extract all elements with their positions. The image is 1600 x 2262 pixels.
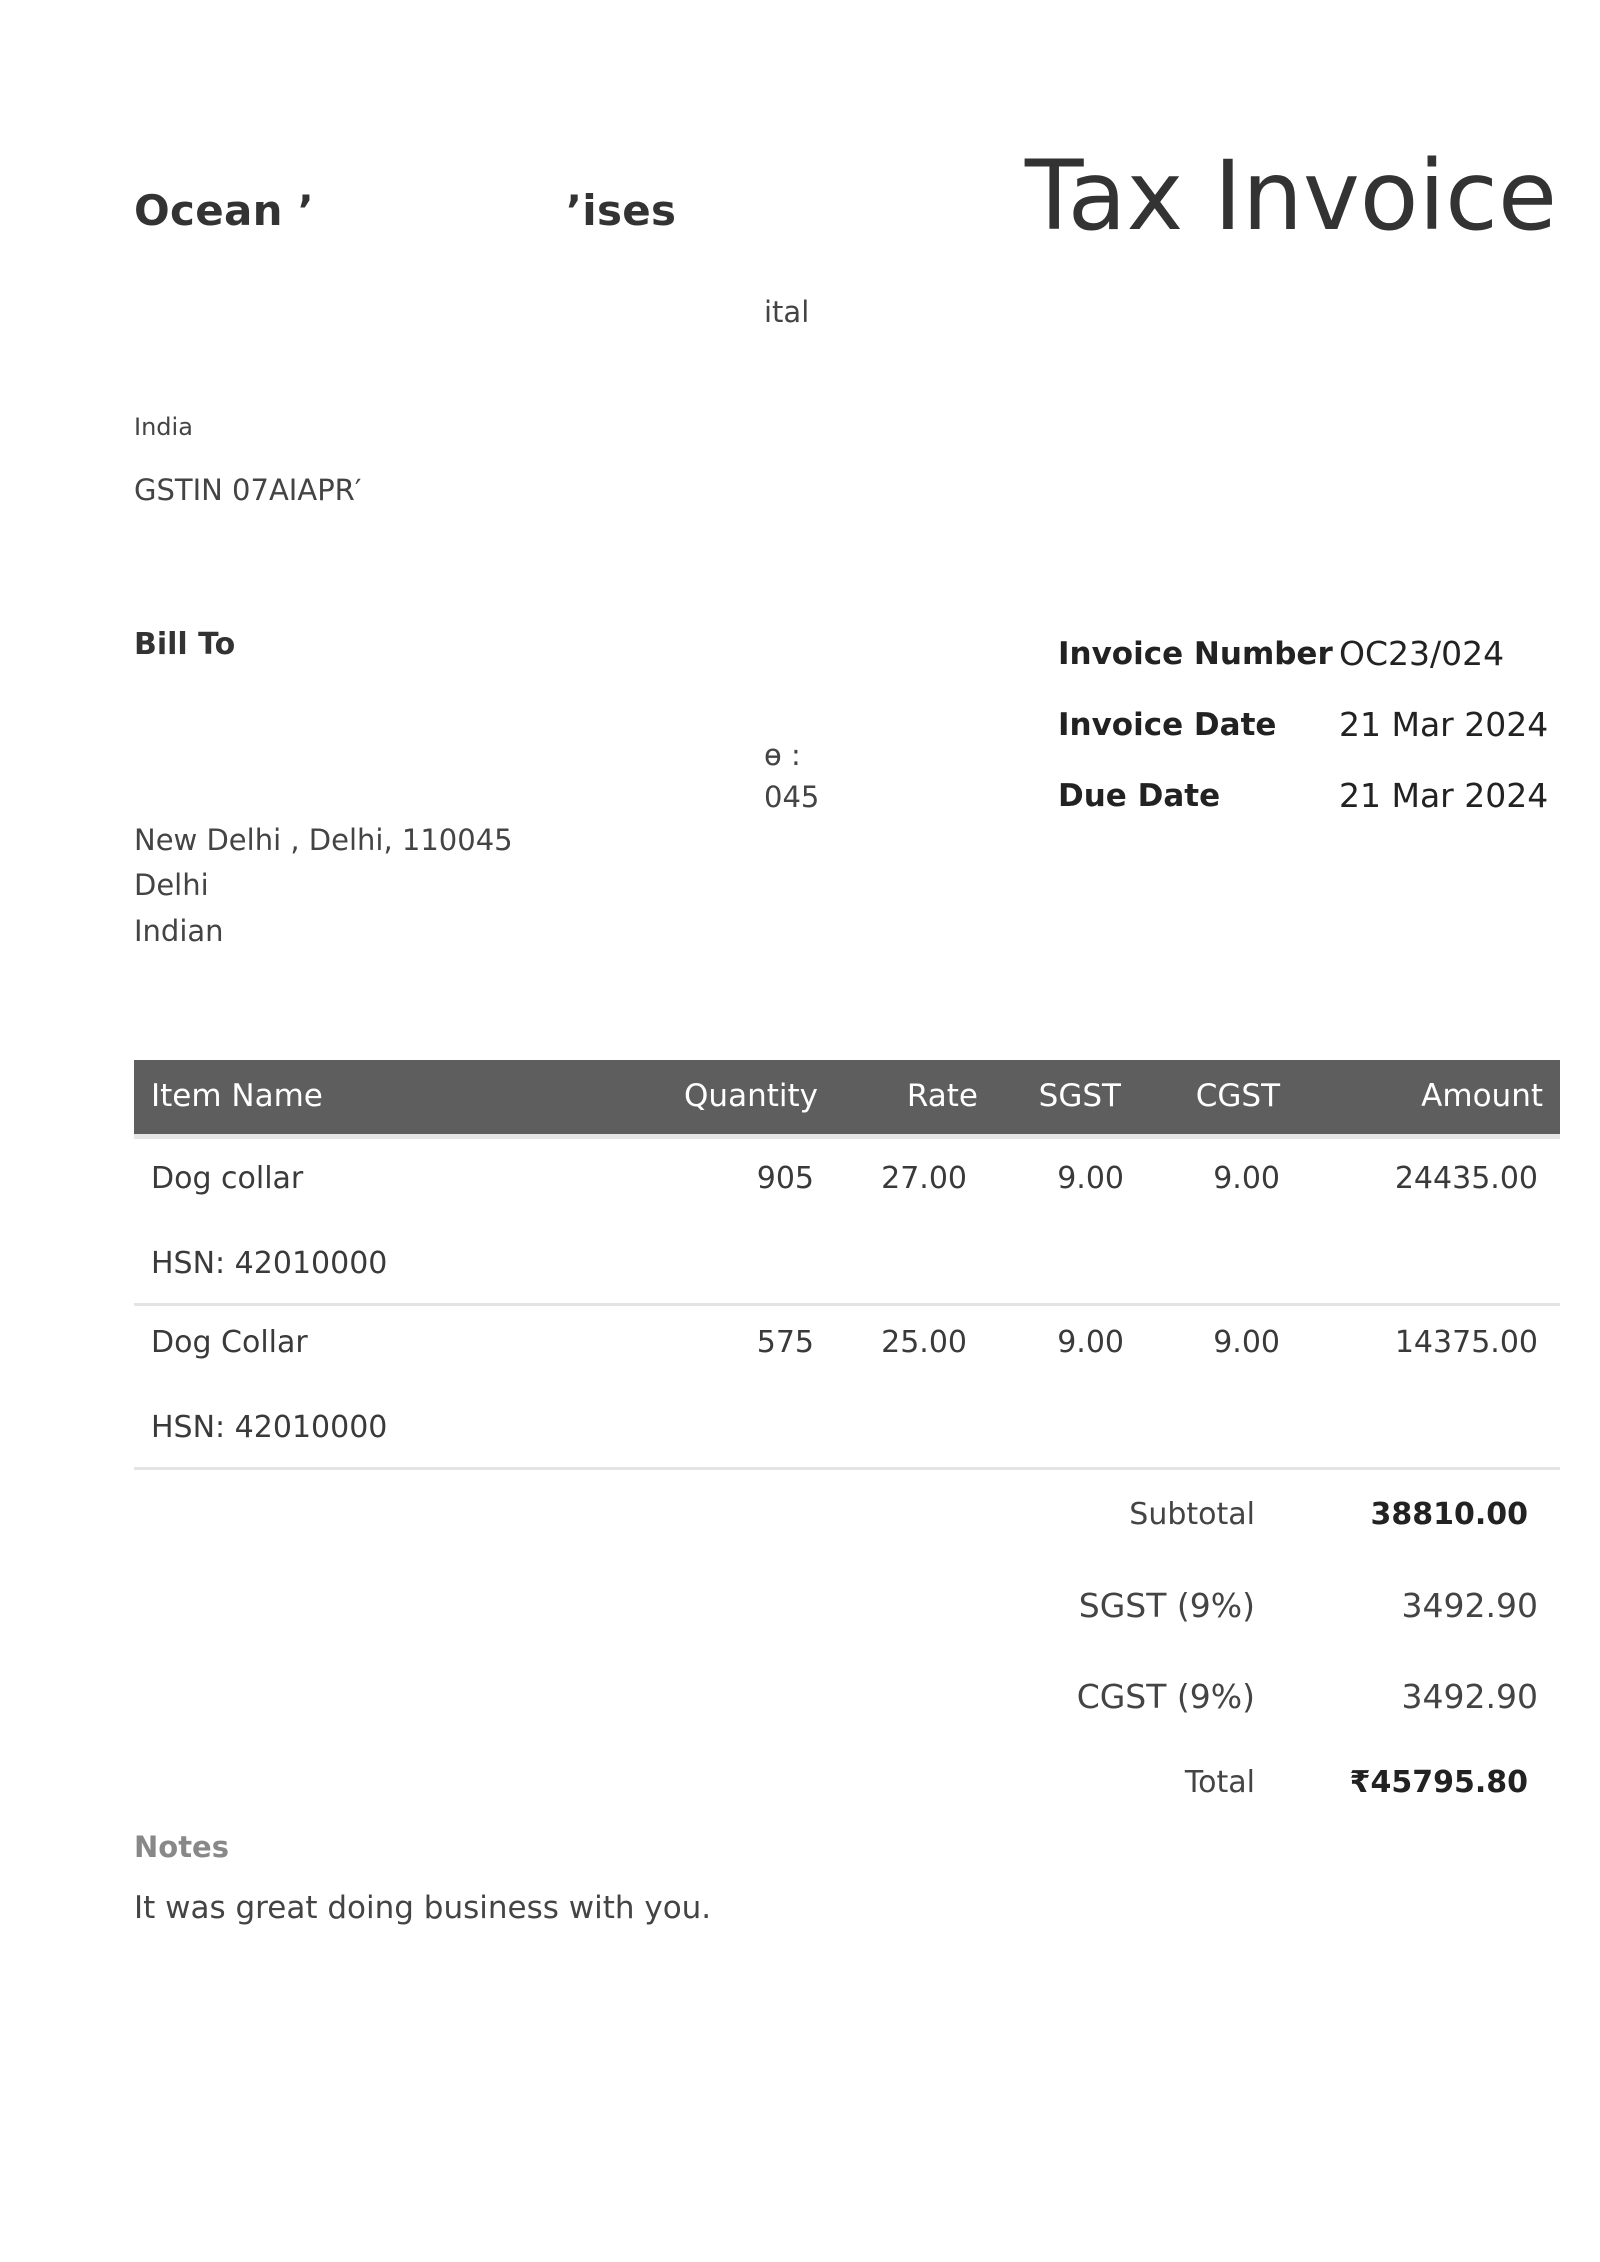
item-quantity: 905	[756, 1161, 814, 1196]
item-cgst: 9.00	[1213, 1325, 1280, 1360]
item-sgst: 9.00	[1057, 1161, 1124, 1196]
bill-to-address-line: Indian	[134, 914, 224, 948]
seller-gstin: GSTIN 07AIAPR′	[134, 473, 362, 507]
row-divider	[134, 1303, 1560, 1306]
document-title: Tax Invoice	[1024, 140, 1557, 252]
invoice-date-value: 21 Mar 2024	[1339, 705, 1549, 744]
header-item-name: Item Name	[151, 1078, 323, 1114]
bill-to-address-line: Delhi	[134, 868, 209, 902]
header-quantity: Quantity	[684, 1078, 818, 1114]
item-quantity: 575	[756, 1325, 814, 1360]
cgst-total-label: CGST (9%)	[1076, 1677, 1255, 1716]
subtotal-label: Subtotal	[1129, 1497, 1255, 1532]
bill-to-title: Bill To	[134, 627, 236, 662]
item-rate: 27.00	[881, 1161, 967, 1196]
company-name-end: ’ises	[566, 186, 677, 235]
row-divider	[134, 1467, 1560, 1470]
bill-to-fragment-2: 045	[764, 780, 820, 814]
item-amount: 14375.00	[1394, 1325, 1538, 1360]
header-cgst: CGST	[1195, 1078, 1280, 1114]
grand-total-value: ₹45795.80	[1349, 1765, 1528, 1800]
item-name: Dog collar	[151, 1161, 304, 1196]
sgst-total-value: 3492.90	[1401, 1586, 1538, 1625]
bill-to-fragment-1: ɵ :	[764, 738, 801, 772]
seller-country-fragment: India	[134, 413, 193, 441]
item-cgst: 9.00	[1213, 1161, 1280, 1196]
header-amount: Amount	[1421, 1078, 1543, 1114]
bill-to-address-line: New Delhi , Delhi, 110045	[134, 823, 513, 857]
invoice-date-label: Invoice Date	[1058, 707, 1277, 743]
header-sgst: SGST	[1038, 1078, 1121, 1114]
item-hsn: HSN: 42010000	[151, 1410, 388, 1445]
item-amount: 24435.00	[1394, 1161, 1538, 1196]
notes-title: Notes	[134, 1830, 229, 1864]
invoice-number-label: Invoice Number	[1058, 636, 1333, 672]
sgst-total-label: SGST (9%)	[1078, 1586, 1255, 1625]
items-table-header	[134, 1060, 1560, 1139]
item-sgst: 9.00	[1057, 1325, 1124, 1360]
notes-text: It was great doing business with you.	[134, 1890, 712, 1926]
due-date-label: Due Date	[1058, 778, 1221, 814]
seller-address-fragment: ital	[764, 295, 810, 329]
company-name-start: Ocean ’	[134, 186, 315, 235]
item-rate: 25.00	[881, 1325, 967, 1360]
invoice-number-value: OC23/024	[1339, 634, 1505, 673]
item-name: Dog Collar	[151, 1325, 308, 1360]
due-date-value: 21 Mar 2024	[1339, 776, 1549, 815]
item-hsn: HSN: 42010000	[151, 1246, 388, 1281]
header-rate: Rate	[906, 1078, 978, 1114]
cgst-total-value: 3492.90	[1401, 1677, 1538, 1716]
subtotal-value: 38810.00	[1370, 1497, 1528, 1532]
grand-total-label: Total	[1184, 1765, 1255, 1800]
